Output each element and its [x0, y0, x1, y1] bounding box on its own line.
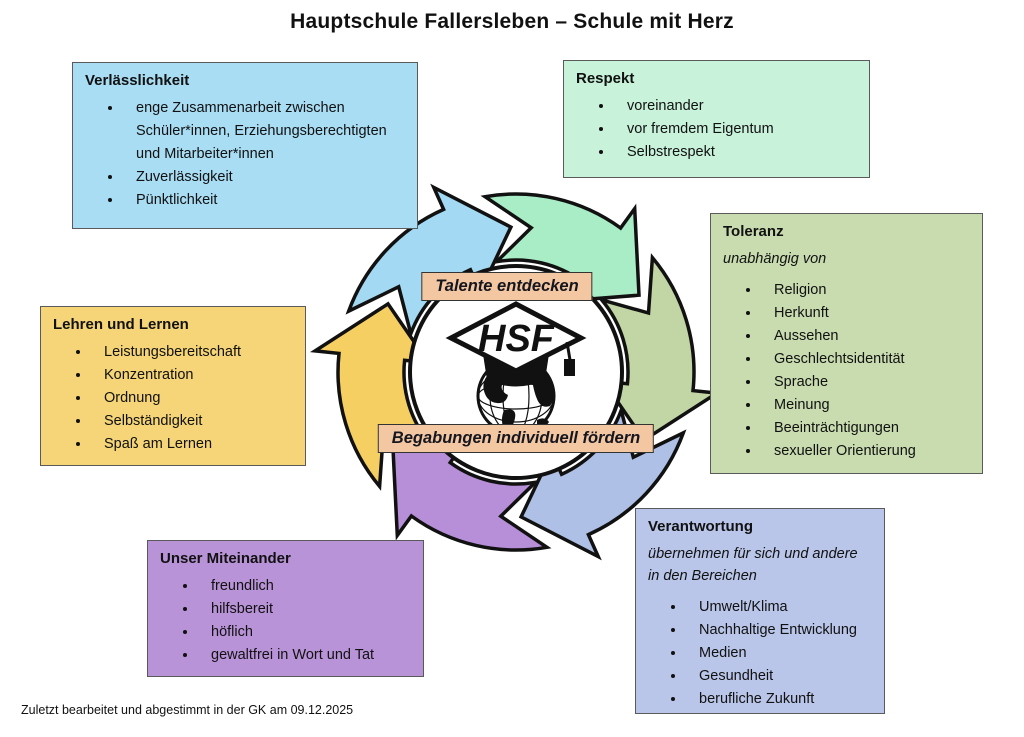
page-title: Hauptschule Fallersleben – Schule mit Herz — [290, 10, 734, 33]
box-title: Respekt — [576, 70, 635, 87]
list-item: • voreinander — [614, 95, 857, 118]
box-respekt — [563, 60, 870, 178]
box-unser-miteinander — [147, 540, 424, 677]
list-item: • sexueller Orientierung — [761, 440, 970, 463]
list-item: • Meinung — [761, 394, 970, 417]
list-item: • berufliche Zukunft — [686, 688, 872, 711]
bullet-list — [85, 97, 405, 212]
list-item: • Beeinträchtigungen — [761, 417, 970, 440]
graduation-cap-icon — [451, 304, 581, 387]
list-item: • Nachhaltige Entwicklung — [686, 619, 872, 642]
list-item: • Selbständigkeit — [91, 410, 293, 433]
bullet-list — [723, 279, 970, 463]
list-item: • Spaß am Lernen — [91, 433, 293, 456]
list-item: • Konzentration — [91, 364, 293, 387]
list-item: • Religion — [761, 279, 970, 302]
list-item: • freundlich — [198, 575, 411, 598]
bullet-list — [160, 575, 411, 667]
box-verlaesslichkeit — [72, 62, 418, 229]
bullet-list — [53, 341, 293, 456]
list-item: • höflich — [198, 621, 411, 644]
box-title: Verantwortung — [648, 518, 754, 535]
box-subtitle: übernehmen für sich und andere in den Bereichen — [648, 546, 858, 584]
list-item: • vor fremdem Eigentum — [614, 118, 857, 141]
box-verantwortung — [635, 508, 885, 714]
list-item: • Gesundheit — [686, 665, 872, 688]
list-item: • Selbstrespekt — [614, 141, 857, 164]
motto-banner-bottom: Begabungen individuell fördern — [378, 424, 654, 453]
box-title: Lehren und Lernen — [53, 316, 189, 333]
list-item: • Sprache — [761, 371, 970, 394]
motto-banner-top: Talente entdecken — [421, 272, 592, 301]
list-item: • Geschlechtsidentität — [761, 348, 970, 371]
list-item: • Pünktlichkeit — [123, 189, 405, 212]
list-item: • gewaltfrei in Wort und Tat — [198, 644, 411, 667]
list-item: • enge Zusammenarbeit zwischen Schüler*innen, Erziehungsberechtigten und Mitarbeiter*innen — [123, 97, 405, 166]
list-item: • Medien — [686, 642, 872, 665]
list-item: • Aussehen — [761, 325, 970, 348]
school-logo — [441, 298, 591, 440]
bullet-list — [576, 95, 857, 164]
box-subtitle: unabhängig von — [723, 251, 827, 267]
list-item: • Herkunft — [761, 302, 970, 325]
box-lehren-und-lernen — [40, 306, 306, 466]
box-title: Unser Miteinander — [160, 550, 291, 567]
list-item: • Leistungsbereitschaft — [91, 341, 293, 364]
bullet-list — [648, 596, 872, 711]
box-title: Verlässlichkeit — [85, 72, 190, 89]
logo-letters: HSF — [478, 318, 554, 360]
list-item: • Ordnung — [91, 387, 293, 410]
footer-note: Zuletzt bearbeitet und abgestimmt in der GK am 09.12.2025 — [21, 703, 354, 717]
list-item: • hilfsbereit — [198, 598, 411, 621]
list-item: • Zuverlässigkeit — [123, 166, 405, 189]
box-toleranz — [710, 213, 983, 474]
list-item: • Umwelt/Klima — [686, 596, 872, 619]
box-title: Toleranz — [723, 223, 784, 240]
